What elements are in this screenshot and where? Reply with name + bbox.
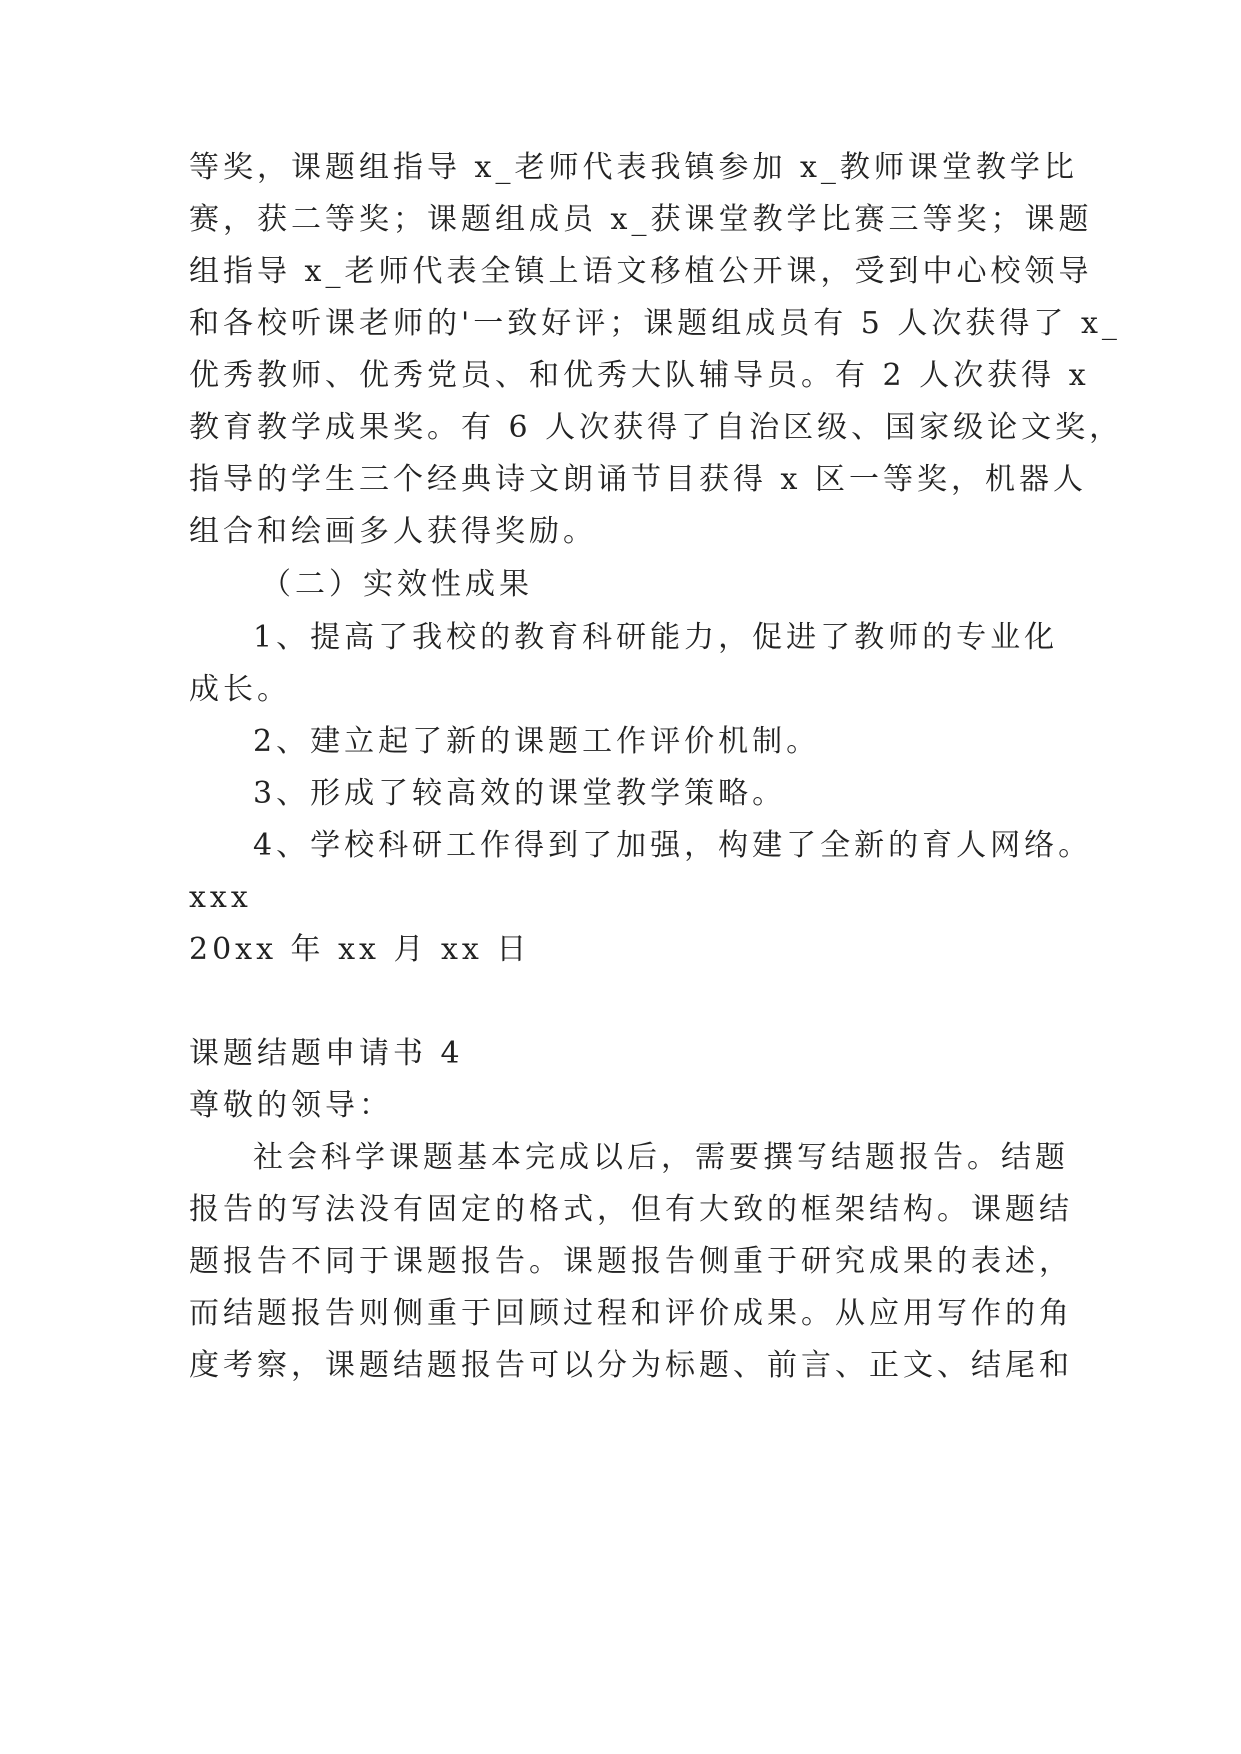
paragraph-line: 题报告不同于课题报告。课题报告侧重于研究成果的表述， [189,1244,1073,1279]
list-item-4: 4、学校科研工作得到了加强，构建了全新的育人网络。 [253,828,1093,863]
list-item-2: 2、建立起了新的课题工作评价机制。 [253,724,821,759]
list-item-1-line-1: 1、提高了我校的教育科研能力，促进了教师的专业化 [253,620,1059,655]
list-item-3: 3、形成了较高效的课堂教学策略。 [253,776,787,811]
paragraph-line: 教育教学成果奖。有 6 人次获得了自治区级、国家级论文奖， [189,410,1124,445]
paragraph-line: 社会科学课题基本完成以后，需要撰写结题报告。结题 [253,1140,1069,1175]
paragraph-line: 度考察，课题结题报告可以分为标题、前言、正文、结尾和 [189,1348,1073,1383]
paragraph-line: 赛，获二等奖；课题组成员 x_获课堂教学比赛三等奖；课题 [189,202,1093,237]
salutation: 尊敬的领导： [189,1088,393,1123]
signature-date: 20xx 年 xx 月 xx 日 [189,932,531,967]
paragraph-line: 组合和绘画多人获得奖励。 [189,514,597,549]
section-heading: （二）实效性成果 [261,567,533,602]
paragraph-line: 组指导 x_老师代表全镇上语文移植公开课，受到中心校领导 [189,254,1093,289]
paragraph-line: 而结题报告则侧重于回顾过程和评价成果。从应用写作的角 [189,1296,1073,1331]
paragraph-line: 指导的学生三个经典诗文朗诵节目获得 x 区一等奖，机器人 [189,462,1087,497]
signature-name: xxx [189,880,252,915]
paragraph-line: 优秀教师、优秀党员、和优秀大队辅导员。有 2 人次获得 x [189,358,1090,393]
paragraph-line: 和各校听课老师的'一致好评；课题组成员有 5 人次获得了 x_ [189,306,1121,341]
paragraph-line: 等奖，课题组指导 x_老师代表我镇参加 x_教师课堂教学比 [189,150,1078,185]
document-title: 课题结题申请书 4 [189,1036,464,1071]
paragraph-line: 报告的写法没有固定的格式，但有大致的框架结构。课题结 [189,1192,1073,1227]
list-item-1-line-2: 成长。 [189,672,291,707]
